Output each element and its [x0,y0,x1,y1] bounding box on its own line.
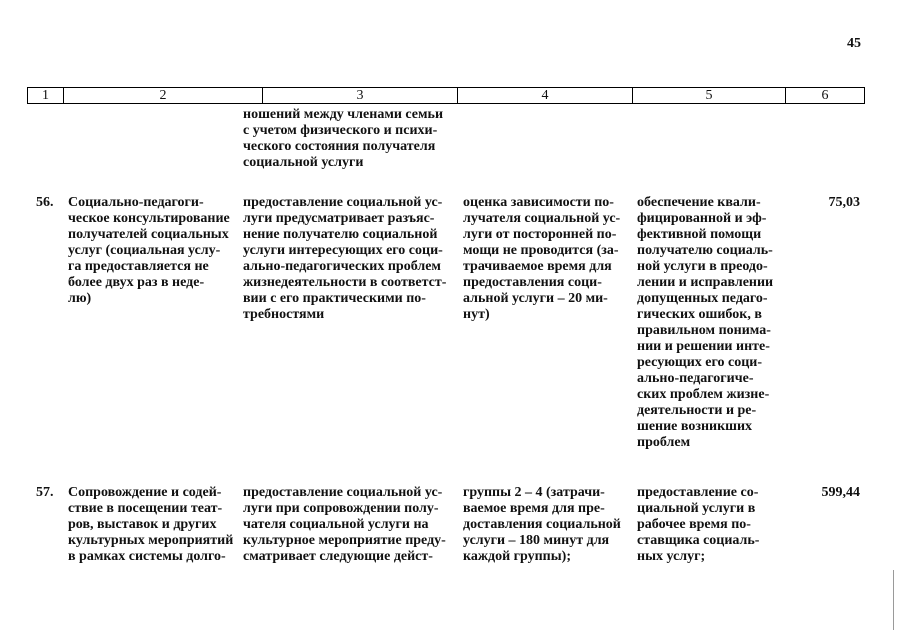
header-col-6: 6 [821,88,829,103]
row-57-price: 599,44 [821,485,860,500]
row-56-col5: обеспечение квали- фицированной и эф- фективной помощи получателю социаль- ной услуги в преодо- лении и исправлении допущенных педаго- гических ошибок, в правильном понима- нии и решении инте- ресующих его соци- ально-педагогиче- ских проблем жизне- деятельности и ре- шение возникших проблем [637,195,774,450]
row-57-col2: Сопровождение и содей- ствие в посещении теат- ров, выставок и других культурных мероприятий в рамках системы долго- [68,485,234,564]
scan-edge-mark [893,570,894,630]
continuation-col3: ношений между членами семьи с учетом физического и психи- ческого состояния получателя социальной услуги [243,107,444,170]
row-56-number: 56. [36,195,54,210]
row-57-number: 57. [36,485,54,500]
header-col-2: 2 [64,88,263,103]
row-56-col3: предоставление социальной ус- луги предусматривает разъяс- нение получателю социальной услуги интересующих его соци- ально-педагогических проблем жизнедеятельности в соответст- вии с его практическими по- требностями [243,195,447,322]
header-col-4: 4 [458,88,633,103]
row-57-col3: предоставление социальной ус- луги при сопровождении полу- чателя социальной услуги на культурное мероприятие преду- сматривает следующие дейст- [243,485,446,564]
header-col-1: 1 [28,88,64,103]
header-col-5: 5 [633,88,786,103]
row-57-col4: группы 2 – 4 (затрачи- ваемое время для пре- доставления социальной услуги – 180 минут для каждой группы); [463,485,621,564]
table-header-row [27,87,865,104]
page-number: 45 [847,36,861,51]
row-57-col5: предоставление со- циальной услуги в рабочее время по- ставщика социаль- ных услуг; [637,485,760,564]
header-col-3: 3 [263,88,458,103]
row-56-price: 75,03 [828,195,860,210]
row-56-col4: оценка зависимости по- лучателя социальной ус- луги от посторонней по- мощи не проводится (за- трачиваемое время для предоставления соци- альной услуги – 20 ми- нут) [463,195,621,322]
row-56-col2: Социально-педагоги- ческое консультирование получателей социальных услуг (социальная услу- га предоставляется не более двух раз в неде- лю) [68,195,230,306]
